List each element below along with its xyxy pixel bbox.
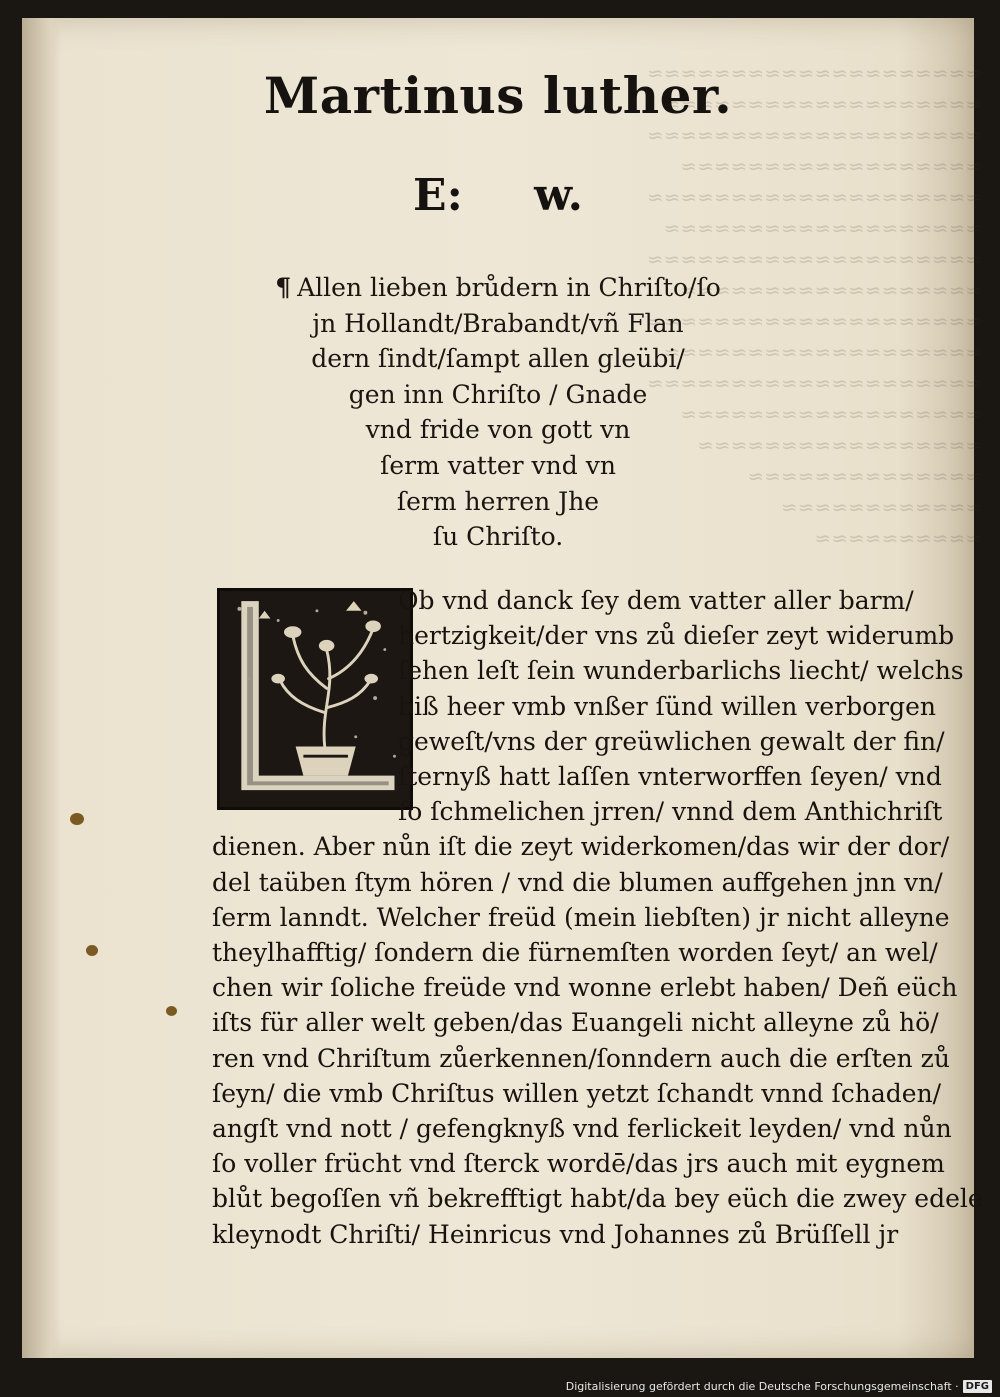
salutation-block [22, 270, 974, 555]
body-line: geweſt/vns der greüwlichen gewalt der fin/ [398, 726, 945, 756]
salutation-line: ſu Chriſto. [432, 522, 564, 552]
signature-number: w. [534, 170, 583, 221]
body-line: ren vnd Chriſtum zůerkennen/ſonndern auch die erſten zů [212, 1043, 950, 1073]
body-line: ſternyß hatt laſſen vnterworffen ſeyen/ vnd [398, 762, 942, 792]
salutation-line: ſerm vatter vnd vn [380, 450, 616, 480]
body-line: Ob vnd danck ſey dem vatter aller barm/ [398, 586, 914, 615]
signature-letter: E: [413, 170, 463, 221]
dfg-logo-icon: DFG [963, 1380, 992, 1393]
body-line: iſts für aller welt geben/das Euangeli nicht alleyne zů hö/ [212, 1008, 939, 1038]
credit-text: Digitalisierung gefördert durch die Deutsche Forschungsgemeinschaft · [565, 1379, 959, 1393]
body-line: ſerm lanndt. Welcher freüd (mein liebſten) jr nicht alleyne [212, 902, 950, 932]
pilcrow-icon: ¶ [275, 273, 292, 302]
body-line: hertzigkeit/der vns zů dieſer zeyt widerumb [398, 621, 955, 651]
salutation-line: jn Hollandt/Brabandt/vñ Flan [312, 308, 684, 338]
page-title: Martinus luther. [263, 66, 733, 125]
body-line: biß heer vmb vnßer ſünd willen verborgen [398, 691, 937, 721]
signature-mark [22, 170, 974, 221]
body-line: del taüben ſtym hören / vnd die blumen auffgehen jnn vn/ [212, 867, 943, 897]
book-page [22, 18, 983, 1358]
salutation-line: vnd fride von gott vn [365, 415, 631, 445]
body-line: dienen. Aber nůn iſt die zeyt widerkomen/das wir der dor/ [212, 832, 950, 862]
paper-stain [70, 813, 84, 825]
paper-stain [166, 1006, 177, 1016]
salutation-line: ſerm herren Jhe [396, 486, 600, 516]
body-line: angſt vnd nott / gefengknyß vnd ferlickeit leyden/ vnd nůn [212, 1114, 952, 1144]
body-line: ſeyn/ die vmb Chriſtus willen yetzt ſchandt vnnd ſchaden/ [212, 1078, 942, 1108]
body-line: chen wir ſoliche freüde vnd wonne erlebt haben/ Deñ eüch [212, 973, 958, 1003]
salutation-line: dern ſindt/ſampt allen gleübi/ [311, 344, 685, 374]
salutation-line: ¶ Allen lieben brůdern in Chriſto/ſo [275, 273, 721, 302]
body-line: ſehen leſt ſein wunderbarlichs liecht/ welchs [398, 656, 964, 686]
paper-stain [86, 945, 98, 956]
body-line: blůt begoſſen vñ bekrefftigt habt/da bey eüch die zwey edele [212, 1184, 983, 1214]
body-line: ſo voller frücht vnd ſterck wordē/das jrs auch mit eygnem [212, 1149, 945, 1179]
body-line: kleynodt Chriſti/ Heinricus vnd Johannes zů Brüſſell jr [212, 1219, 899, 1249]
body-line: theylhafftig/ ſondern die fürnemſten worden ſeyt/ an wel/ [212, 938, 938, 968]
body-line: ſo ſchmelichen jrren/ vnnd dem Anthichriſt [398, 797, 943, 827]
body-paragraph [212, 583, 983, 1252]
show-through-text: ≈≈≈≈≈≈≈≈≈≈≈≈≈≈≈≈≈≈≈≈ ≈≈≈≈≈≈≈≈≈≈≈≈≈≈≈≈≈≈≈ ≈≈≈≈≈≈≈≈≈≈≈≈≈≈≈≈≈≈≈≈ ≈≈≈≈≈≈≈≈≈≈≈≈≈≈≈≈≈≈ ≈≈≈≈≈≈≈≈≈≈≈≈≈≈≈≈≈≈≈≈ ≈≈≈≈≈≈≈≈≈≈≈≈≈≈≈≈≈≈≈ ≈≈≈≈≈≈≈≈≈≈≈≈≈≈≈≈≈≈≈≈ ≈≈≈≈≈≈≈≈≈≈≈≈≈≈≈≈≈≈ ≈≈≈≈≈≈≈≈≈≈≈≈≈≈≈≈≈≈≈≈ ≈≈≈≈≈≈≈≈≈≈≈≈≈≈≈≈≈≈≈ ≈≈≈≈≈≈≈≈≈≈≈≈≈≈≈≈≈≈≈≈ ≈≈≈≈≈≈≈≈≈≈≈≈≈≈≈≈≈≈ ≈≈≈≈≈≈≈≈≈≈≈≈≈≈≈≈≈ ≈≈≈≈≈≈≈≈≈≈≈≈≈≈ ≈≈≈≈≈≈≈≈≈≈≈≈ ≈≈≈≈≈≈≈≈≈≈ [646, 61, 982, 550]
digitization-credit [566, 1378, 992, 1394]
salutation-line: gen inn Chriſto / Gnade [348, 379, 648, 409]
